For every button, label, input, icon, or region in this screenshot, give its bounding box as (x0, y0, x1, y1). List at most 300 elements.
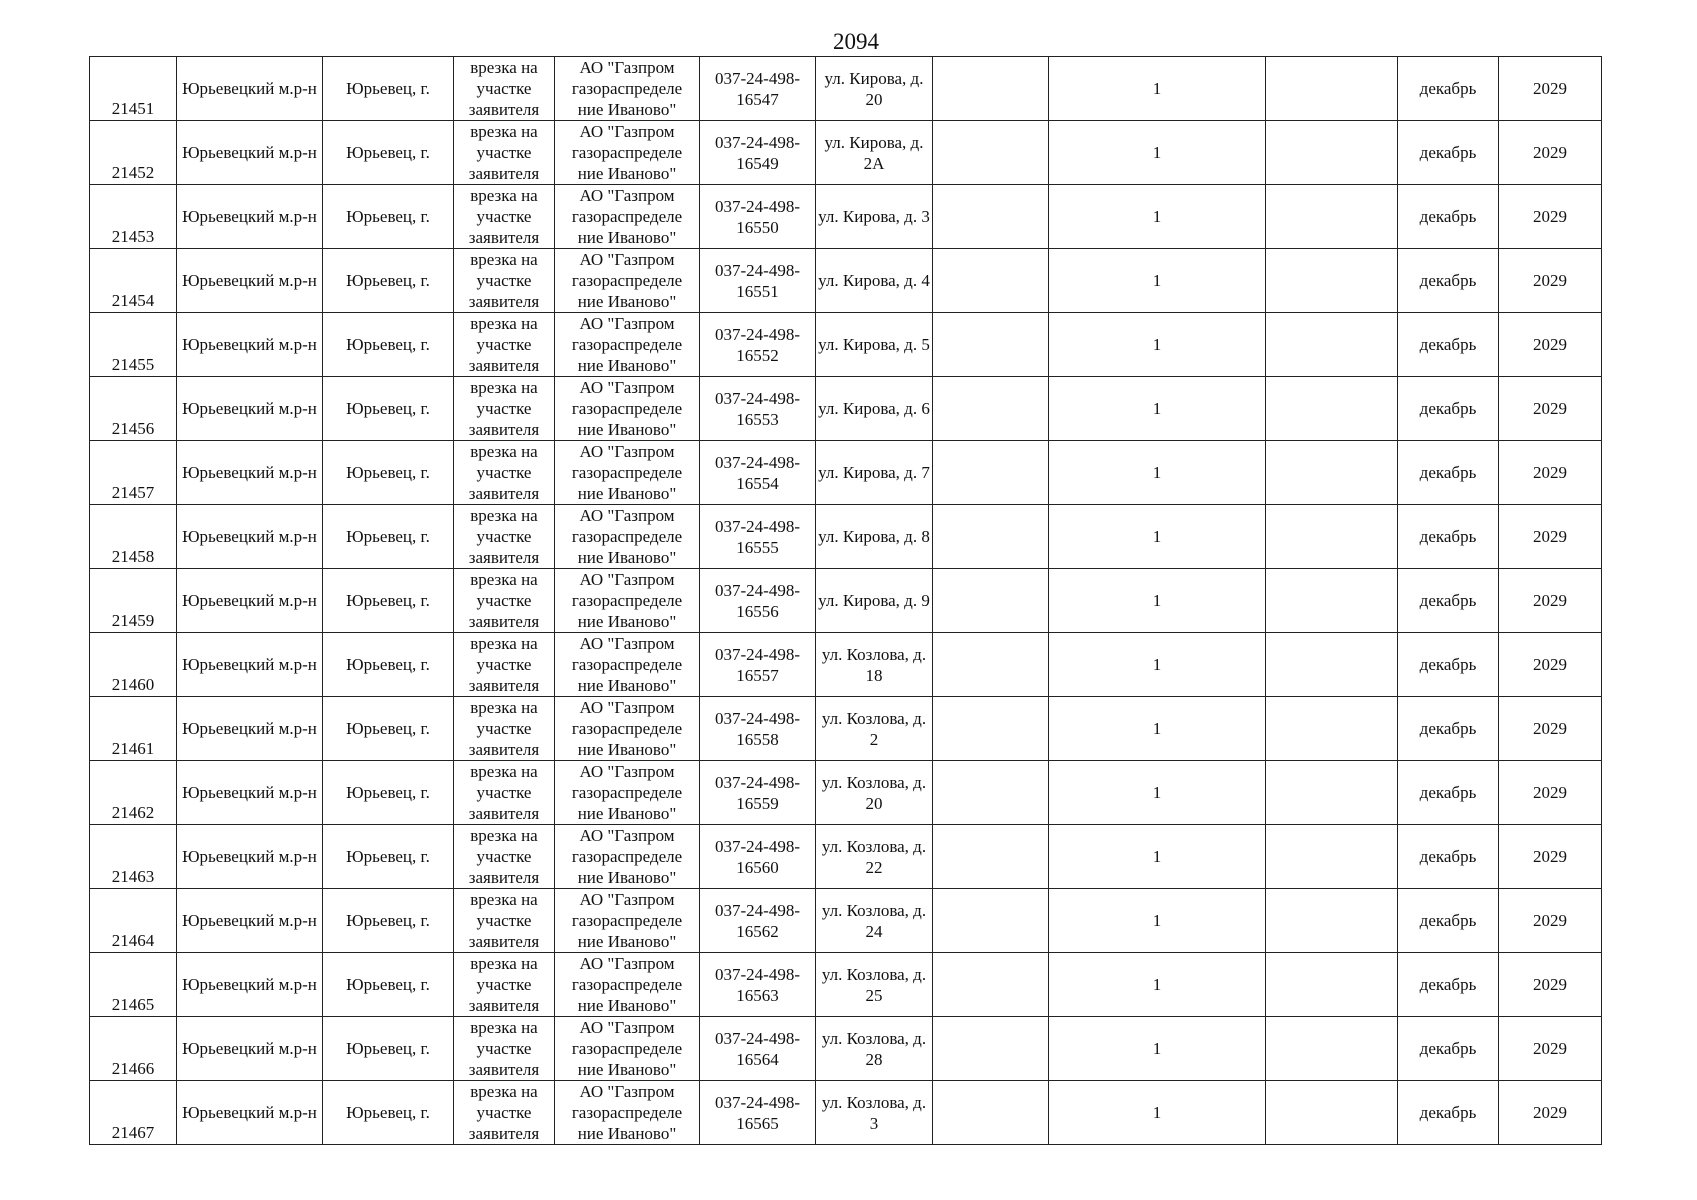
cell-empty (1266, 377, 1398, 441)
cell-city (323, 569, 454, 633)
table-row (90, 1017, 1602, 1081)
cell-record-number (90, 1081, 177, 1145)
cell-record-number (90, 889, 177, 953)
cell-quantity-text: 1 (1152, 463, 1162, 482)
table-row (90, 697, 1602, 761)
cell-quantity (1049, 761, 1266, 825)
cell-object-code (700, 57, 816, 121)
cell-month-text: декабрь (1419, 271, 1477, 290)
cell-address (816, 441, 933, 505)
cell-object-code (700, 697, 816, 761)
cell-organization (555, 377, 700, 441)
cell-object-code (700, 121, 816, 185)
cell-city-text: Юрьевец, г. (346, 847, 430, 866)
table-row (90, 185, 1602, 249)
cell-connection-type-text: врезка на участке заявителя (468, 1018, 540, 1079)
cell-district-text: Юрьевецкий м.р-н (182, 783, 317, 802)
table-row (90, 505, 1602, 569)
cell-city-text: Юрьевец, г. (346, 335, 430, 354)
cell-organization (555, 185, 700, 249)
cell-organization (555, 1017, 700, 1081)
table-row (90, 121, 1602, 185)
cell-year (1499, 633, 1602, 697)
cell-connection-type-text: врезка на участке заявителя (468, 186, 540, 247)
cell-record-number-text: 21459 (111, 611, 155, 630)
cell-organization (555, 889, 700, 953)
cell-empty (933, 825, 1049, 889)
cell-address-text: ул. Кирова, д. 7 (818, 463, 930, 482)
cell-organization (555, 761, 700, 825)
cell-city-text: Юрьевец, г. (346, 783, 430, 802)
cell-quantity-text: 1 (1152, 1103, 1162, 1122)
table-row (90, 889, 1602, 953)
cell-empty (933, 313, 1049, 377)
cell-month (1398, 441, 1499, 505)
cell-month-text: декабрь (1419, 527, 1477, 546)
cell-district-text: Юрьевецкий м.р-н (182, 847, 317, 866)
cell-organization-text: АО "Газпром газораспределе ние Иваново" (571, 890, 683, 951)
cell-organization (555, 953, 700, 1017)
cell-quantity-text: 1 (1152, 719, 1162, 738)
cell-organization (555, 697, 700, 761)
cell-empty (933, 505, 1049, 569)
cell-year-text: 2029 (1533, 463, 1567, 482)
cell-address (816, 185, 933, 249)
cell-address-text: ул. Козлова, д. 25 (821, 964, 927, 1005)
page-number: 2094 (833, 29, 879, 54)
cell-address-text: ул. Кирова, д. 6 (818, 399, 930, 418)
cell-month-text: декабрь (1419, 847, 1477, 866)
cell-year (1499, 313, 1602, 377)
cell-city-text: Юрьевец, г. (346, 1103, 430, 1122)
cell-address (816, 505, 933, 569)
cell-city-text: Юрьевец, г. (346, 527, 430, 546)
cell-empty (933, 953, 1049, 1017)
cell-year (1499, 377, 1602, 441)
cell-city-text: Юрьевец, г. (346, 975, 430, 994)
cell-quantity (1049, 377, 1266, 441)
cell-object-code (700, 1017, 816, 1081)
cell-address (816, 953, 933, 1017)
cell-city (323, 121, 454, 185)
cell-district-text: Юрьевецкий м.р-н (182, 655, 317, 674)
cell-address-text: ул. Козлова, д. 18 (821, 644, 927, 685)
table-row (90, 1081, 1602, 1145)
cell-address-text: ул. Козлова, д. 28 (821, 1028, 927, 1069)
cell-city (323, 57, 454, 121)
cell-city-text: Юрьевец, г. (346, 79, 430, 98)
cell-connection-type (454, 633, 555, 697)
cell-year-text: 2029 (1533, 1039, 1567, 1058)
cell-city (323, 1017, 454, 1081)
cell-organization-text: АО "Газпром газораспределе ние Иваново" (571, 698, 683, 759)
cell-organization-text: АО "Газпром газораспределе ние Иваново" (571, 1082, 683, 1143)
cell-address (816, 313, 933, 377)
registry-table (89, 56, 1602, 1145)
cell-city-text: Юрьевец, г. (346, 911, 430, 930)
cell-record-number (90, 1017, 177, 1081)
cell-object-code-text: 037-24-498-16547 (715, 68, 800, 109)
cell-city (323, 313, 454, 377)
cell-year (1499, 441, 1602, 505)
cell-connection-type-text: врезка на участке заявителя (468, 378, 540, 439)
cell-month (1398, 313, 1499, 377)
cell-empty (933, 441, 1049, 505)
cell-connection-type (454, 377, 555, 441)
cell-district (177, 633, 323, 697)
cell-city (323, 377, 454, 441)
cell-year (1499, 697, 1602, 761)
cell-month (1398, 249, 1499, 313)
cell-record-number-text: 21465 (111, 995, 155, 1014)
cell-quantity-text: 1 (1152, 591, 1162, 610)
cell-year-text: 2029 (1533, 911, 1567, 930)
cell-record-number-text: 21460 (111, 675, 155, 694)
cell-city (323, 441, 454, 505)
cell-year-text: 2029 (1533, 975, 1567, 994)
cell-month-text: декабрь (1419, 783, 1477, 802)
cell-connection-type (454, 57, 555, 121)
cell-month-text: декабрь (1419, 207, 1477, 226)
cell-district (177, 377, 323, 441)
cell-district-text: Юрьевецкий м.р-н (182, 1039, 317, 1058)
cell-city-text: Юрьевец, г. (346, 143, 430, 162)
cell-connection-type-text: врезка на участке заявителя (468, 506, 540, 567)
cell-object-code (700, 825, 816, 889)
cell-district (177, 825, 323, 889)
cell-year-text: 2029 (1533, 655, 1567, 674)
cell-organization (555, 505, 700, 569)
cell-quantity (1049, 569, 1266, 633)
cell-quantity-text: 1 (1152, 271, 1162, 290)
cell-object-code-text: 037-24-498-16551 (715, 260, 800, 301)
cell-record-number-text: 21462 (111, 803, 155, 822)
cell-address-text: ул. Козлова, д. 20 (821, 772, 927, 813)
cell-month-text: декабрь (1419, 975, 1477, 994)
cell-organization-text: АО "Газпром газораспределе ние Иваново" (571, 634, 683, 695)
cell-object-code-text: 037-24-498-16552 (715, 324, 800, 365)
cell-month-text: декабрь (1419, 719, 1477, 738)
cell-month (1398, 697, 1499, 761)
cell-organization-text: АО "Газпром газораспределе ние Иваново" (571, 58, 683, 119)
cell-quantity-text: 1 (1152, 335, 1162, 354)
cell-connection-type-text: врезка на участке заявителя (468, 570, 540, 631)
cell-year-text: 2029 (1533, 143, 1567, 162)
cell-object-code-text: 037-24-498-16564 (715, 1028, 800, 1069)
cell-empty (933, 697, 1049, 761)
cell-organization-text: АО "Газпром газораспределе ние Иваново" (571, 1018, 683, 1079)
cell-empty (933, 569, 1049, 633)
cell-object-code (700, 313, 816, 377)
cell-address (816, 377, 933, 441)
cell-month (1398, 121, 1499, 185)
cell-address-text: ул. Кирова, д. 20 (824, 68, 924, 109)
cell-record-number-text: 21461 (111, 739, 155, 758)
table-row (90, 57, 1602, 121)
cell-district (177, 953, 323, 1017)
cell-city-text: Юрьевец, г. (346, 399, 430, 418)
cell-object-code-text: 037-24-498-16549 (715, 132, 800, 173)
cell-record-number-text: 21454 (111, 291, 155, 310)
cell-address (816, 57, 933, 121)
cell-year-text: 2029 (1533, 207, 1567, 226)
cell-connection-type (454, 1081, 555, 1145)
cell-address-text: ул. Кирова, д. 4 (818, 271, 930, 290)
cell-district-text: Юрьевецкий м.р-н (182, 271, 317, 290)
cell-organization (555, 441, 700, 505)
cell-empty (1266, 825, 1398, 889)
cell-city-text: Юрьевец, г. (346, 463, 430, 482)
cell-empty (933, 57, 1049, 121)
cell-month (1398, 889, 1499, 953)
cell-empty (933, 633, 1049, 697)
cell-object-code-text: 037-24-498-16554 (715, 452, 800, 493)
cell-record-number (90, 121, 177, 185)
cell-address (816, 1017, 933, 1081)
cell-year-text: 2029 (1533, 399, 1567, 418)
cell-empty (1266, 697, 1398, 761)
cell-empty (933, 761, 1049, 825)
cell-quantity (1049, 441, 1266, 505)
cell-connection-type-text: врезка на участке заявителя (468, 890, 540, 951)
table-body (90, 57, 1602, 1145)
cell-city-text: Юрьевец, г. (346, 271, 430, 290)
cell-address (816, 249, 933, 313)
cell-object-code (700, 1081, 816, 1145)
cell-connection-type (454, 889, 555, 953)
cell-district-text: Юрьевецкий м.р-н (182, 463, 317, 482)
cell-record-number-text: 21458 (111, 547, 155, 566)
cell-organization-text: АО "Газпром газораспределе ние Иваново" (571, 954, 683, 1015)
cell-connection-type (454, 761, 555, 825)
cell-object-code (700, 441, 816, 505)
cell-address (816, 889, 933, 953)
cell-connection-type-text: врезка на участке заявителя (468, 826, 540, 887)
cell-city (323, 697, 454, 761)
cell-empty (1266, 121, 1398, 185)
cell-organization-text: АО "Газпром газораспределе ние Иваново" (571, 314, 683, 375)
cell-month (1398, 761, 1499, 825)
cell-district-text: Юрьевецкий м.р-н (182, 591, 317, 610)
cell-object-code-text: 037-24-498-16559 (715, 772, 800, 813)
cell-year (1499, 761, 1602, 825)
cell-district (177, 249, 323, 313)
cell-record-number (90, 825, 177, 889)
cell-month (1398, 1017, 1499, 1081)
cell-city (323, 889, 454, 953)
cell-empty (1266, 57, 1398, 121)
cell-city (323, 953, 454, 1017)
cell-district-text: Юрьевецкий м.р-н (182, 911, 317, 930)
cell-connection-type-text: врезка на участке заявителя (468, 634, 540, 695)
cell-quantity (1049, 249, 1266, 313)
cell-city (323, 249, 454, 313)
cell-address (816, 121, 933, 185)
cell-organization (555, 57, 700, 121)
cell-record-number-text: 21452 (111, 163, 155, 182)
cell-quantity (1049, 57, 1266, 121)
cell-quantity-text: 1 (1152, 975, 1162, 994)
cell-record-number-text: 21463 (111, 867, 155, 886)
cell-month-text: декабрь (1419, 463, 1477, 482)
cell-month-text: декабрь (1419, 1039, 1477, 1058)
cell-organization (555, 825, 700, 889)
cell-quantity-text: 1 (1152, 847, 1162, 866)
table-row (90, 569, 1602, 633)
cell-empty (1266, 313, 1398, 377)
cell-organization-text: АО "Газпром газораспределе ние Иваново" (571, 378, 683, 439)
cell-year (1499, 1081, 1602, 1145)
cell-address (816, 569, 933, 633)
cell-quantity-text: 1 (1152, 207, 1162, 226)
cell-connection-type-text: врезка на участке заявителя (468, 250, 540, 311)
cell-address-text: ул. Козлова, д. 22 (821, 836, 927, 877)
cell-empty (933, 889, 1049, 953)
cell-year-text: 2029 (1533, 79, 1567, 98)
cell-organization (555, 249, 700, 313)
cell-address (816, 633, 933, 697)
table-row (90, 825, 1602, 889)
cell-district (177, 761, 323, 825)
cell-address-text: ул. Козлова, д. 2 (821, 708, 927, 749)
cell-district (177, 185, 323, 249)
cell-connection-type-text: врезка на участке заявителя (468, 58, 540, 119)
cell-year (1499, 57, 1602, 121)
cell-record-number-text: 21464 (111, 931, 155, 950)
cell-district-text: Юрьевецкий м.р-н (182, 79, 317, 98)
cell-year (1499, 825, 1602, 889)
cell-record-number-text: 21451 (111, 99, 155, 118)
cell-object-code (700, 377, 816, 441)
cell-empty (933, 1081, 1049, 1145)
cell-record-number (90, 57, 177, 121)
cell-month-text: декабрь (1419, 911, 1477, 930)
cell-record-number (90, 313, 177, 377)
cell-district-text: Юрьевецкий м.р-н (182, 527, 317, 546)
table-row (90, 761, 1602, 825)
cell-month (1398, 825, 1499, 889)
cell-object-code (700, 185, 816, 249)
cell-object-code (700, 633, 816, 697)
cell-record-number (90, 377, 177, 441)
cell-organization-text: АО "Газпром газораспределе ние Иваново" (571, 186, 683, 247)
cell-record-number (90, 761, 177, 825)
cell-object-code-text: 037-24-498-16558 (715, 708, 800, 749)
cell-object-code-text: 037-24-498-16553 (715, 388, 800, 429)
cell-month-text: декабрь (1419, 1103, 1477, 1122)
cell-connection-type (454, 569, 555, 633)
cell-organization-text: АО "Газпром газораспределе ние Иваново" (571, 506, 683, 567)
cell-quantity-text: 1 (1152, 911, 1162, 930)
cell-connection-type (454, 313, 555, 377)
cell-object-code-text: 037-24-498-16555 (715, 516, 800, 557)
cell-connection-type (454, 249, 555, 313)
table-row (90, 377, 1602, 441)
cell-district-text: Юрьевецкий м.р-н (182, 207, 317, 226)
cell-district (177, 569, 323, 633)
cell-organization (555, 313, 700, 377)
cell-connection-type-text: врезка на участке заявителя (468, 954, 540, 1015)
cell-district-text: Юрьевецкий м.р-н (182, 975, 317, 994)
cell-district (177, 441, 323, 505)
cell-quantity (1049, 953, 1266, 1017)
cell-empty (933, 185, 1049, 249)
cell-record-number-text: 21467 (111, 1123, 155, 1142)
cell-record-number (90, 505, 177, 569)
cell-empty (933, 249, 1049, 313)
table-row (90, 441, 1602, 505)
cell-year (1499, 569, 1602, 633)
cell-quantity (1049, 633, 1266, 697)
cell-district (177, 1017, 323, 1081)
cell-quantity (1049, 825, 1266, 889)
cell-organization (555, 1081, 700, 1145)
cell-record-number (90, 185, 177, 249)
cell-address (816, 1081, 933, 1145)
cell-city-text: Юрьевец, г. (346, 591, 430, 610)
cell-object-code-text: 037-24-498-16550 (715, 196, 800, 237)
cell-record-number (90, 697, 177, 761)
cell-district-text: Юрьевецкий м.р-н (182, 399, 317, 418)
cell-address-text: ул. Кирова, д. 3 (818, 207, 930, 226)
cell-object-code-text: 037-24-498-16565 (715, 1092, 800, 1133)
cell-connection-type-text: врезка на участке заявителя (468, 698, 540, 759)
cell-year-text: 2029 (1533, 527, 1567, 546)
cell-year (1499, 889, 1602, 953)
table-row (90, 313, 1602, 377)
cell-year-text: 2029 (1533, 335, 1567, 354)
cell-year-text: 2029 (1533, 271, 1567, 290)
cell-month (1398, 505, 1499, 569)
cell-connection-type (454, 697, 555, 761)
cell-connection-type-text: врезка на участке заявителя (468, 314, 540, 375)
cell-year-text: 2029 (1533, 847, 1567, 866)
cell-address-text: ул. Кирова, д. 2А (824, 132, 924, 173)
cell-city-text: Юрьевец, г. (346, 1039, 430, 1058)
cell-month (1398, 633, 1499, 697)
cell-record-number (90, 441, 177, 505)
cell-empty (1266, 761, 1398, 825)
cell-empty (1266, 185, 1398, 249)
cell-quantity (1049, 1017, 1266, 1081)
cell-quantity (1049, 185, 1266, 249)
cell-quantity-text: 1 (1152, 655, 1162, 674)
cell-object-code-text: 037-24-498-16563 (715, 964, 800, 1005)
cell-month (1398, 185, 1499, 249)
cell-quantity (1049, 121, 1266, 185)
cell-record-number-text: 21453 (111, 227, 155, 246)
cell-month (1398, 1081, 1499, 1145)
cell-month-text: декабрь (1419, 399, 1477, 418)
cell-object-code-text: 037-24-498-16557 (715, 644, 800, 685)
cell-quantity (1049, 1081, 1266, 1145)
cell-year (1499, 505, 1602, 569)
cell-year (1499, 1017, 1602, 1081)
cell-quantity (1049, 313, 1266, 377)
cell-organization-text: АО "Газпром газораспределе ние Иваново" (571, 762, 683, 823)
cell-object-code-text: 037-24-498-16556 (715, 580, 800, 621)
cell-empty (1266, 633, 1398, 697)
cell-record-number (90, 569, 177, 633)
cell-record-number-text: 21457 (111, 483, 155, 502)
cell-empty (1266, 569, 1398, 633)
cell-month-text: декабрь (1419, 655, 1477, 674)
cell-quantity-text: 1 (1152, 783, 1162, 802)
cell-year-text: 2029 (1533, 719, 1567, 738)
cell-district (177, 697, 323, 761)
cell-object-code-text: 037-24-498-16562 (715, 900, 800, 941)
cell-district (177, 121, 323, 185)
